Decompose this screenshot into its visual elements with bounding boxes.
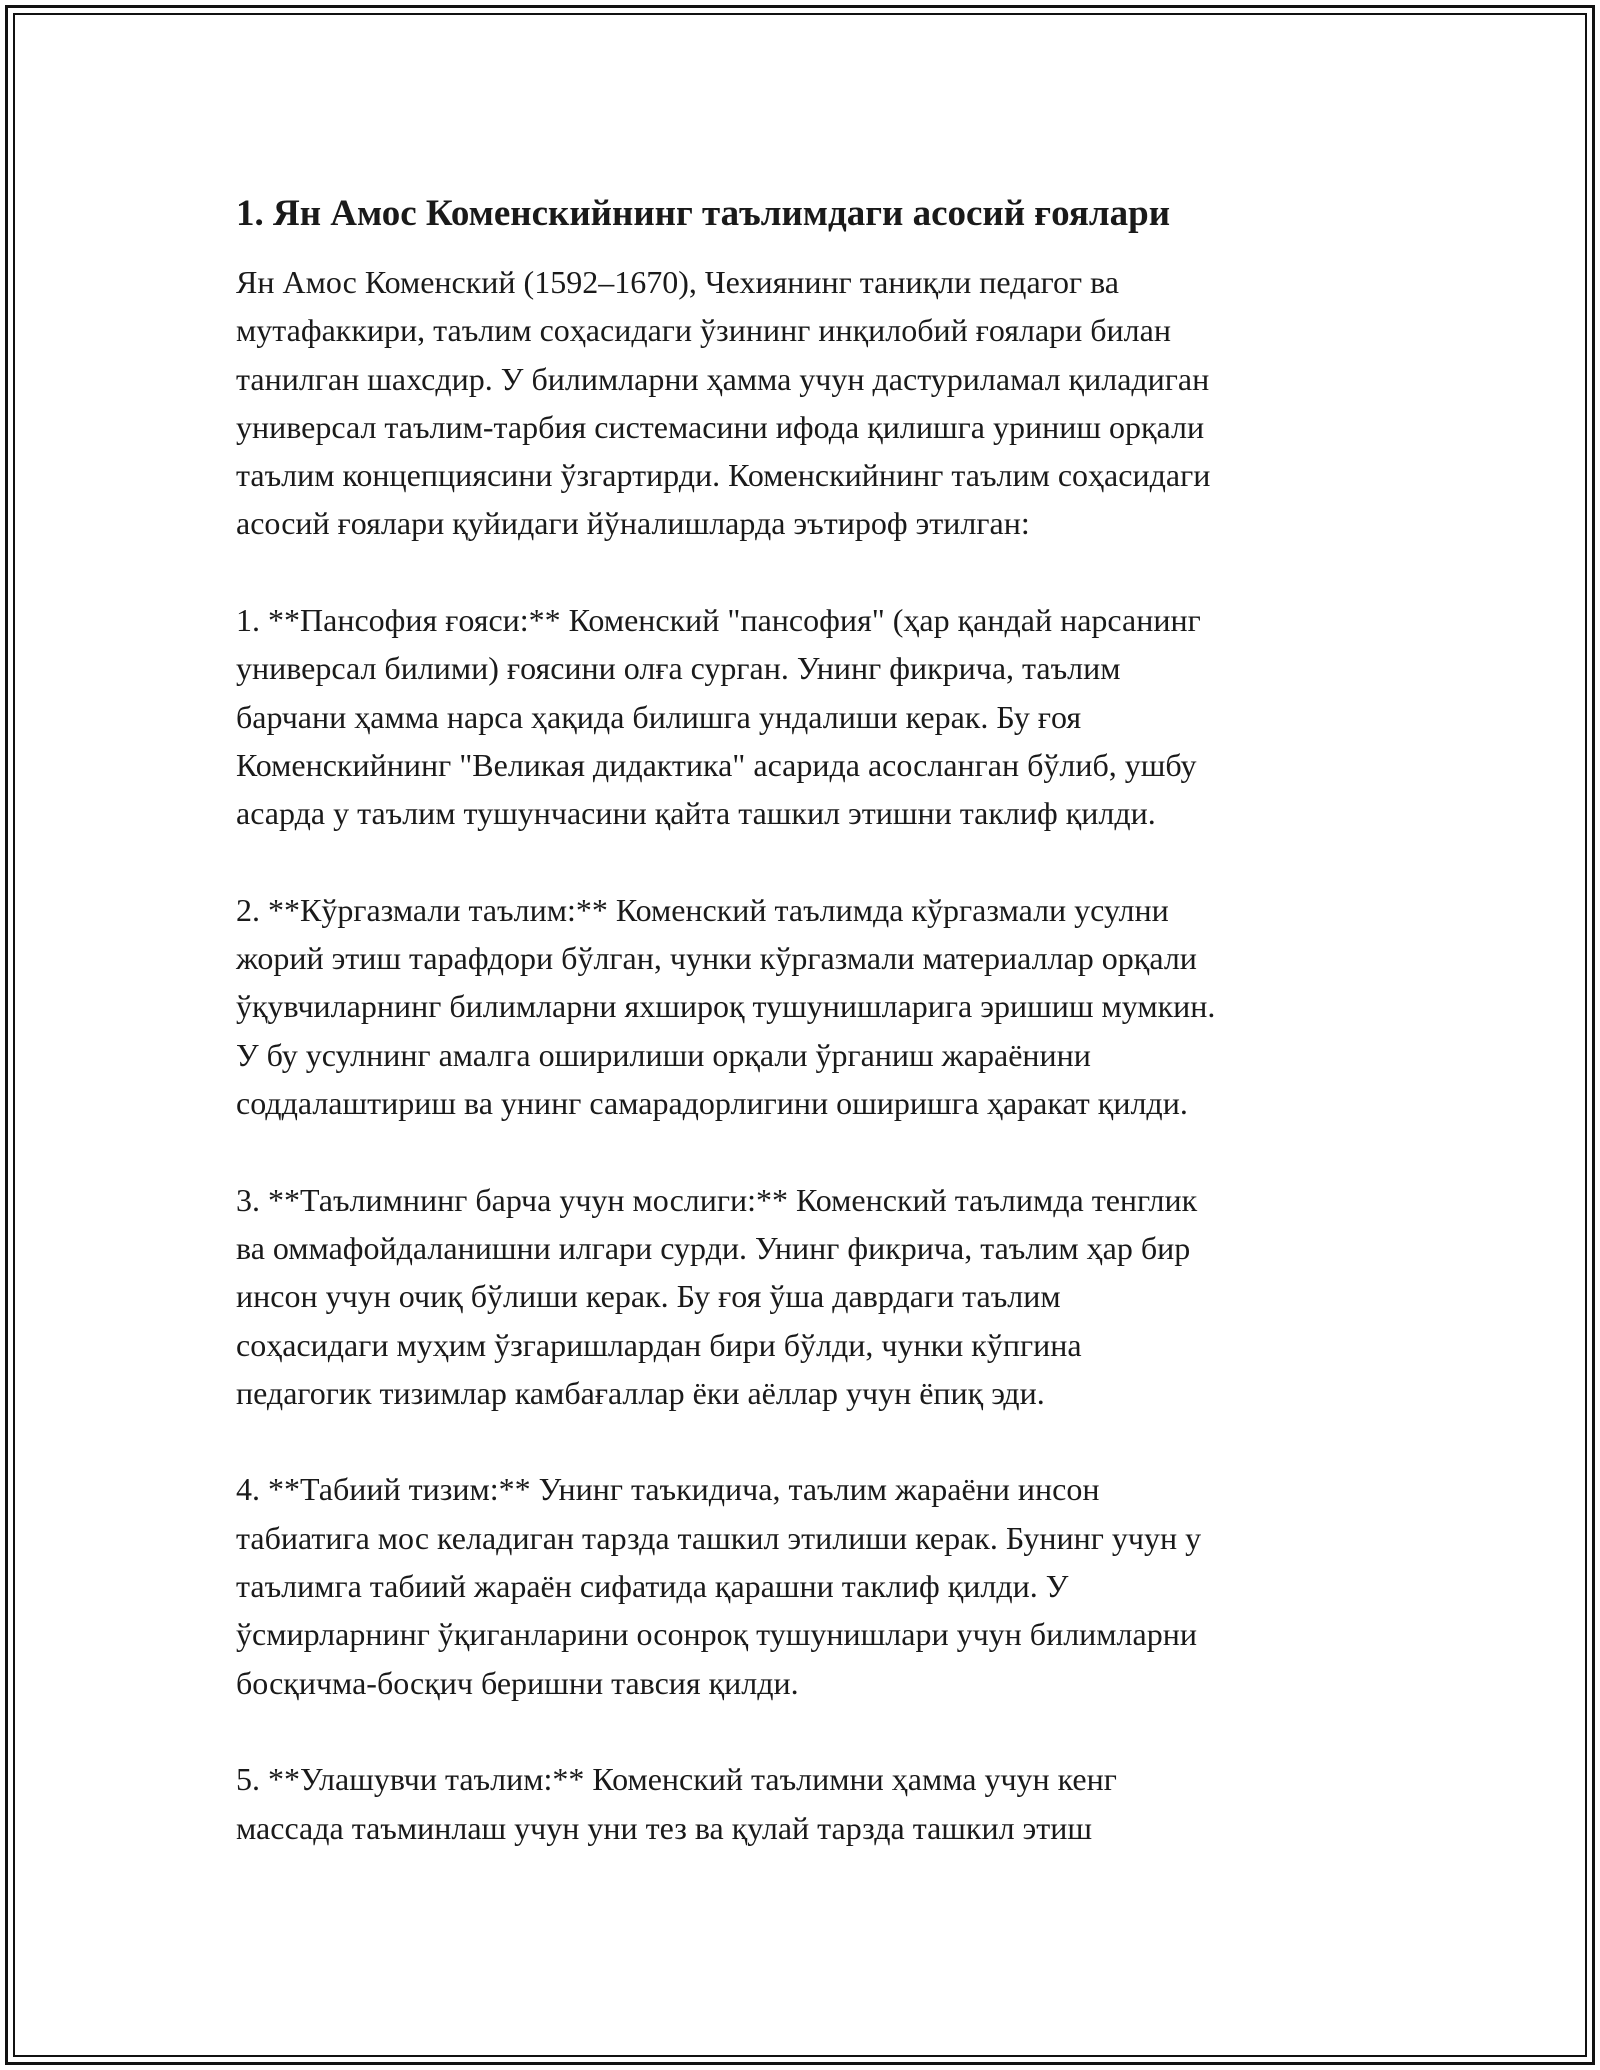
list-item-natural-system [236, 1465, 1386, 1706]
text-line: танилган шахсдир. У билимларни ҳамма учун дастуриламал қиладиган [236, 360, 1210, 397]
text-line: босқичма-босқич беришни тавсия қилди. [236, 1664, 799, 1701]
list-item-education-for-all [236, 1176, 1386, 1417]
text-line: ва оммафойдаланишни илгари сурди. Унинг фикрича, таълим ҳар бир [236, 1229, 1191, 1266]
intro-paragraph [236, 258, 1386, 548]
paragraph-gap [236, 838, 1386, 886]
paragraph-gap [236, 1707, 1386, 1755]
text-line: 5. **Улашувчи таълим:** Коменский таълимни ҳамма учун кенг [236, 1761, 1117, 1798]
text-line: соҳасидаги муҳим ўзгаришлардан бири бўлди, чунки кўпгина [236, 1326, 1082, 1363]
text-line: универсал билими) ғоясини олға сурган. Унинг фикрича, таълим [236, 650, 1121, 687]
text-line: таълим концепциясини ўзгартирди. Коменскийнинг таълим соҳасидаги [236, 457, 1211, 494]
text-line: массада таъминлаш учун уни тез ва қулай тарзда ташкил этиш [236, 1809, 1093, 1846]
paragraph-gap [236, 548, 1386, 596]
list-item-visual-learning [236, 886, 1386, 1127]
list-item-shared-education [236, 1755, 1386, 1852]
page-title: 1. Ян Амос Коменскийнинг таълимдаги асосий ғоялари [236, 193, 1171, 234]
text-line: инсон учун очиқ бўлиши керак. Бу ғоя ўша даврдаги таълим [236, 1278, 1061, 1315]
text-line: универсал таълим-тарбия системасини ифода қилишга уриниш орқали [236, 408, 1205, 445]
text-line: ўқувчиларнинг билимларни яхшироқ тушунишларига эришиш мумкин. [236, 988, 1216, 1025]
text-line: ўсмирларнинг ўқиганларини осонроқ тушунишлари учун билимларни [236, 1616, 1197, 1653]
text-line: асарда у таълим тушунчасини қайта ташкил этишни таклиф қилди. [236, 795, 1156, 832]
text-line: барчани ҳамма нарса ҳақида билишга ундалиши керак. Бу ғоя [236, 698, 1082, 735]
text-line: таълимга табиий жараён сифатида қарашни таклиф қилди. У [236, 1568, 1069, 1605]
text-line: 1. **Пансофия ғояси:** Коменский "пансофия" (ҳар қандай нарсанинг [236, 602, 1201, 639]
text-line: 3. **Таълимнинг барча учун мослиги:** Коменский таълимда тенглик [236, 1181, 1198, 1218]
paragraph-gap [236, 1127, 1386, 1175]
text-line: жорий этиш тарафдори бўлган, чунки кўргазмали материаллар орқали [236, 940, 1197, 977]
text-line: асосий ғоялари қуйидаги йўналишларда эътироф этилган: [236, 505, 1030, 542]
text-line: табиатига мос келадиган тарзда ташкил этилиши керак. Бунинг учун у [236, 1519, 1202, 1556]
paragraph-gap [236, 1417, 1386, 1465]
text-line: педагогик тизимлар камбағаллар ёки аёллар учун ёпиқ эди. [236, 1374, 1045, 1411]
text-line: мутафаккири, таълим соҳасидаги ўзининг инқилобий ғоялари билан [236, 312, 1171, 349]
text-line: 4. **Табиий тизим:** Унинг таъкидича, таълим жараёни инсон [236, 1471, 1100, 1508]
text-line: Ян Амос Коменский (1592–1670), Чехиянинг таниқли педагог ва [236, 264, 1119, 300]
text-line: соддалаштириш ва унинг самарадорлигини оширишга ҳаракат қилди. [236, 1085, 1188, 1122]
list-item-pansophy [236, 596, 1386, 837]
document-page [236, 190, 1386, 1852]
text-line: Коменскийнинг "Великая дидактика" асарида асосланган бўлиб, ушбу [236, 746, 1197, 783]
text-line: У бу усулнинг амалга оширилиши орқали ўрганиш жараёнини [236, 1036, 1091, 1073]
text-line: 2. **Кўргазмали таълим:** Коменский таълимда кўргазмали усулни [236, 891, 1169, 928]
